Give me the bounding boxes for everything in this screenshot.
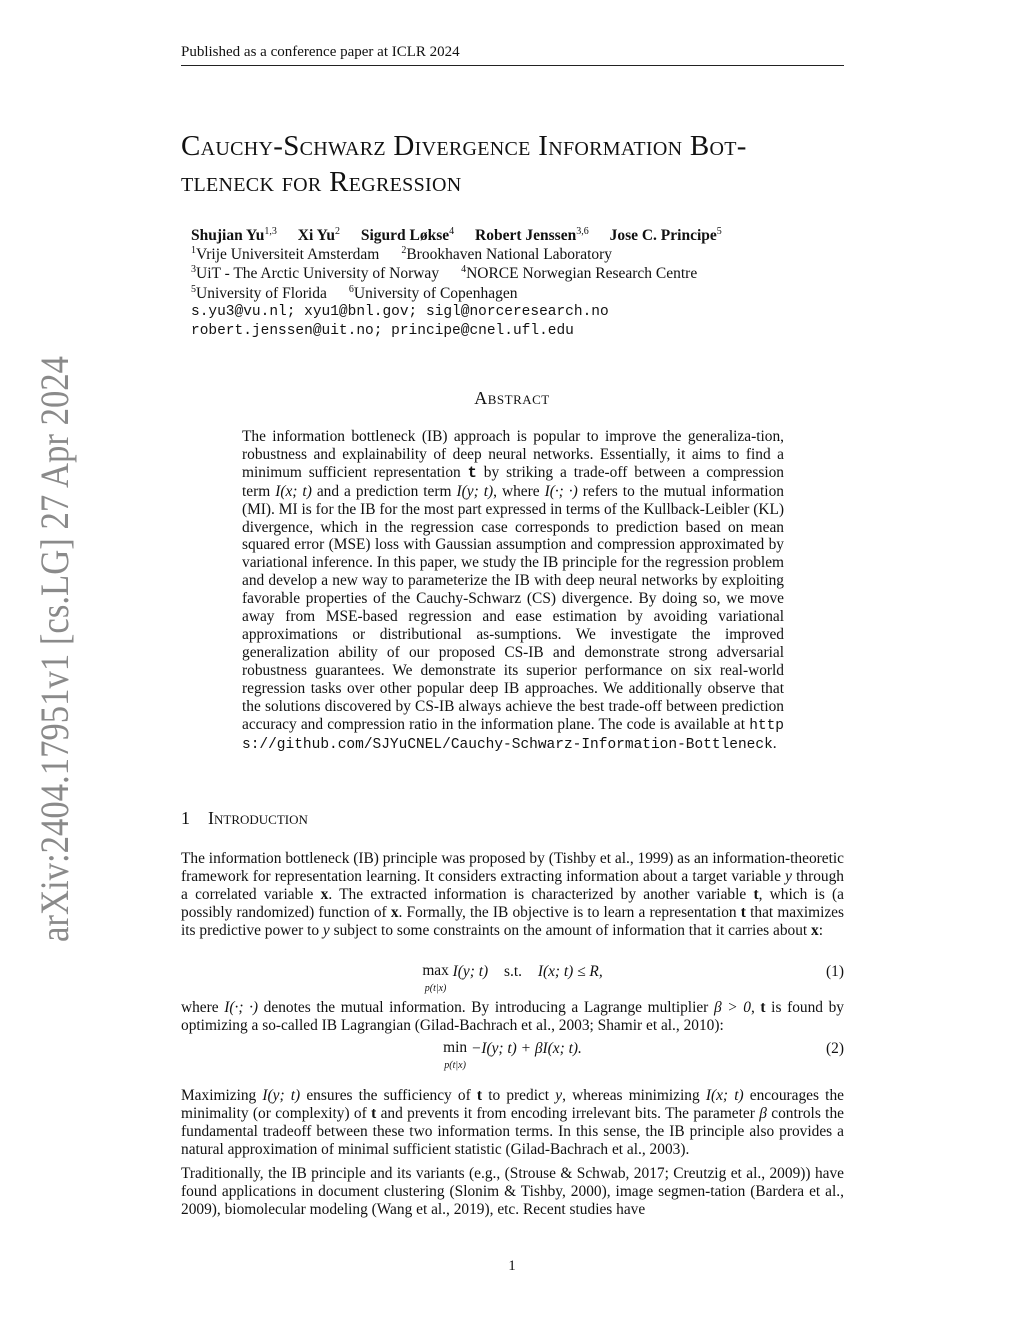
email-line: robert.jenssen@uit.no; principe@cnel.ufl.edu bbox=[191, 323, 574, 339]
email-line: s.yu3@vu.nl; xyu1@bnl.gov; sigl@norceresearch.no bbox=[191, 304, 609, 320]
author: Shujian Yu$^{1,3}$ bbox=[191, 226, 277, 245]
intro-paragraph-4: Traditionally, the IB principle and its variants (e.g., (Strouse & Schwab, 2017; Creutzig et al., 2009)) have found applications in document clustering (Slonim & Tishby, 2000), image segmen-tation (Bardera et al., 2009), biomolecular modeling (Wang et al., 2019), etc. Recent studies have bbox=[181, 1165, 844, 1218]
email-link[interactable]: principe@cnel.ufl.edu bbox=[391, 323, 574, 339]
equation-1: max p(t|x) I(y; t) s.t. I(x; t) ≤ R, (1) bbox=[422, 962, 844, 994]
abstract-heading: Abstract bbox=[474, 388, 550, 408]
email-link[interactable]: s.yu3@vu.nl bbox=[191, 304, 287, 320]
paper-title bbox=[181, 128, 861, 200]
author: Xi Yu$^2$ bbox=[297, 226, 340, 245]
author: Sigurd Løkse$^4$ bbox=[360, 226, 455, 245]
email-link[interactable]: xyu1@bnl.gov bbox=[304, 304, 409, 320]
section-heading: 1 Introduction bbox=[181, 808, 308, 828]
title-line-1: Cauchy-Schwarz Divergence Information Bot- bbox=[181, 130, 747, 162]
abstract-body: The information bottleneck (IB) approach is popular to improve the generaliza-tion, robustness and explainability of deep neural networks. Essentially, it aims to find a minimum sufficient representation t by striking a trade-off between a compression term I(x; t) and a prediction term I(y; t), where I(·; ·) refers to the mutual information (MI). MI is for the IB for the most part expressed in terms of the Kullback-Leibler (KL) divergence, which in the regression case corresponds to prediction based on mean squared error (MSE) loss with Gaussian assumption and compression approximated by variational inference. In this paper, we study the IB principle for the regression problem and develop a new way to parameterize the IB with deep neural networks by exploiting favorable properties of the Cauchy-Schwarz (CS) divergence. By doing so, we move away from MSE-based regression and ease estimation by avoiding variational approximations or distributional as-sumptions. We investigate the improved generalization ability of our proposed CS-IB and demonstrate strong adversarial robustness guarantees. We demonstrate its superior performance on six real-world regression tasks over other popular deep IB approaches. We additionally observe that the solutions discovered by CS-IB always achieve the best trade-off between prediction accuracy and compression ratio in the information plane. The code is available at https://github.com/SJYuCNEL/Cauchy-Schwarz-Information-Bottleneck. bbox=[242, 428, 784, 754]
author: Jose C. Principe$^5$ bbox=[609, 226, 722, 245]
title-line-2: tleneck for Regression bbox=[181, 166, 462, 198]
intro-paragraph-2: where I(·; ·) denotes the mutual information. By introducing a Lagrange multiplier β > 0, t is found by optimizing a so-called IB Lagrangian (Gilad-Bachrach et al., 2003; Shamir et al., 2010): bbox=[181, 999, 844, 1034]
intro-paragraph-3: Maximizing I(y; t) ensures the sufficiency of t to predict y, whereas minimizing I(x; t) encourages the minimality (or complexity) of t and prevents it from encoding irrelevant bits. The parameter β controls the fundamental tradeoff between these two information terms. In this sense, the IB principle also provides a natural approximation of minimal sufficient statistic (Gilad-Bachrach et al., 2003). bbox=[181, 1087, 844, 1158]
arxiv-stamp-text: arXiv:2404.17951v1 [cs.LG] 27 Apr 2024 bbox=[32, 356, 77, 942]
affiliation-line: $^3$UiT - The Arctic University of Norway $^4$NORCE Norwegian Research Centre bbox=[191, 264, 698, 283]
email-link[interactable]: sigl@norceresearch.no bbox=[425, 304, 609, 320]
affiliation-line: $^1$Vrije Universiteit Amsterdam $^2$Brookhaven National Laboratory bbox=[191, 245, 613, 264]
email-link[interactable]: robert.jenssen@uit.no bbox=[191, 323, 374, 339]
intro-paragraph-1: The information bottleneck (IB) principle was proposed by (Tishby et al., 1999) as an information-theoretic framework for representation learning. It considers extracting information about a target variable y through a correlated variable x. The extracted information is characterized by another variable t, which is (a possibly randomized) function of x. Formally, the IB objective is to learn a representation t that maximizes its predictive power to y subject to some constraints on the amount of information that it carries about x: bbox=[181, 850, 844, 939]
author: Robert Jenssen$^{3,6}$ bbox=[475, 226, 589, 245]
page-number: 1 bbox=[508, 1258, 516, 1274]
equation-number: (2) bbox=[826, 1040, 844, 1057]
code-link[interactable]: https://github.com/SJYuCNEL/Cauchy-Schwarz-Information-Bottleneck bbox=[242, 717, 784, 754]
equation-2: min p(t|x) −I(y; t) + βI(x; t). (2) bbox=[443, 1039, 844, 1071]
affiliation-line: $^5$University of Florida $^6$University of Copenhagen bbox=[191, 284, 518, 303]
running-header: Published as a conference paper at ICLR 2024 bbox=[181, 44, 460, 60]
header-rule bbox=[181, 65, 844, 66]
arxiv-stamp bbox=[10, 356, 82, 942]
author-list bbox=[191, 226, 739, 245]
equation-number: (1) bbox=[826, 963, 844, 980]
